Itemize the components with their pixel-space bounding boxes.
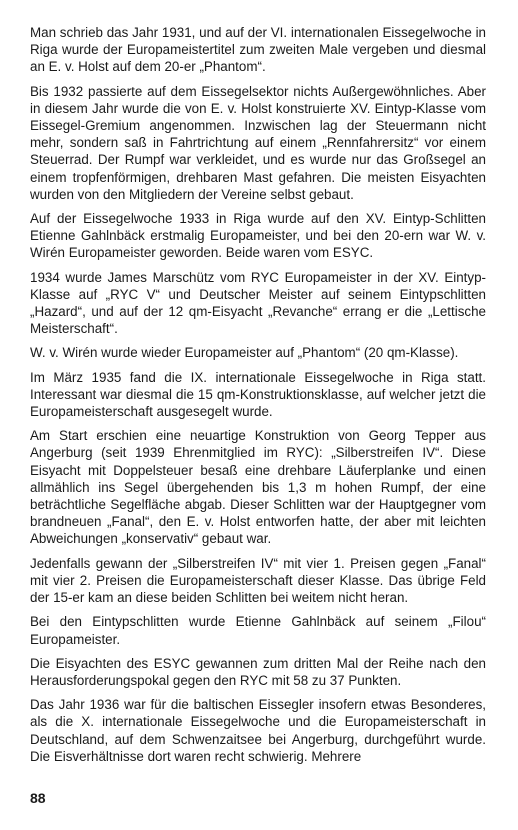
paragraph-11: Das Jahr 1936 war für die baltischen Eissegler insofern etwas Besonderes, als die X. internationale Eissegelwoche und die Europameisterschaft in Deutschland, auf dem Schwenzaitsee bei Angerburg, durchgeführt wurde. Die Eisverhältnisse dort waren recht schwierig. Mehrere [30, 697, 486, 764]
paragraph-4: 1934 wurde James Marschütz vom RYC Europameister in der XV. Eintyp-Klasse auf „RYC V“ und Deutscher Meister auf seinem Eintypschlitten „Hazard“, und auf der 12 qm-Eisyacht „Revanche“ errang er die „Lettische Meisterschaft“. [30, 269, 486, 337]
paragraph-5: W. v. Wirén wurde wieder Europameister auf „Phantom“ (20 qm-Klasse). [30, 345, 459, 361]
paragraph-6: Im März 1935 fand die IX. internationale Eissegelwoche in Riga statt. Interessant war diesmal die 15 qm-Konstruktionsklasse, auf welcher jetzt die Europameisterschaft ausgesegelt wurde. [30, 369, 486, 420]
page-body [30, 24, 486, 772]
paragraph-7: Am Start erschien eine neuartige Konstruktion von Georg Tepper aus Angerburg (seit 1939 Ehrenmitglied im RYC): „Silberstreifen IV“. Diese Eisyacht mit Doppelsteuer besaß eine drehbare Läuferplanke und einen allmählich ins Segel übergehenden bis 1,3 m hohen Rumpf, der eine beträchtliche Segelfläche abgab. Dieser Schlitten war der Hauptgegner vom brandneuen „Fanal“, den E. v. Holst entworfen hatte, der aber mit leichten Abweichungen „konservativ“ gebaut war. [30, 428, 486, 547]
paragraph-8: Jedenfalls gewann der „Silberstreifen IV“ mit vier 1. Preisen gegen „Fanal“ mit vier 2. Preisen die Europameisterschaft dieser Klasse. Das übrige Feld der 15-er kam an diese beiden Schlitten bei weitem nicht heran. [30, 555, 486, 606]
paragraph-1: Man schrieb das Jahr 1931, und auf der VI. internationalen Eissegelwoche in Riga wurde der Europameistertitel zum zweiten Male vergeben und diesmal an E. v. Holst auf dem 20-er „Phantom“. [30, 25, 486, 75]
paragraph-10: Die Eisyachten des ESYC gewannen zum dritten Mal der Reihe nach den Herausforderungspokal gegen den RYC mit 58 zu 37 Punkten. [30, 655, 486, 688]
paragraph-2: Bis 1932 passierte auf dem Eissegelsektor nichts Außergewöhnliches. Aber in diesem Jahr wurde die von E. v. Holst konstruierte XV. Eintyp-Klasse vom Eissegel-Gremium angenommen. Inzwischen lag der Steuermann nicht mehr, sondern saß in Fahrtrichtung auf einem „Rennfahrersitz“ vor einem Steuerrad. Der Rumpf war verkleidet, und es wurde nur das Großsegel an einem tropfenförmigen, drehbaren Mast gefahren. Die meisten Eisyachten wurden von den Mitgliedern der Vereine selbst gebaut. [30, 83, 486, 202]
paragraph-9: Bei den Eintypschlitten wurde Etienne Gahlnbäck auf seinem „Filou“ Europameister. [30, 614, 486, 647]
paragraph-3: Auf der Eissegelwoche 1933 in Riga wurde auf den XV. Eintyp-Schlitten Etienne Gahlnbäck erstmalig Europameister, und bei den 20-ern war W. v. Wirén Europameister geworden. Beide waren vom ESYC. [30, 211, 486, 261]
page-number: 88 [30, 790, 46, 806]
